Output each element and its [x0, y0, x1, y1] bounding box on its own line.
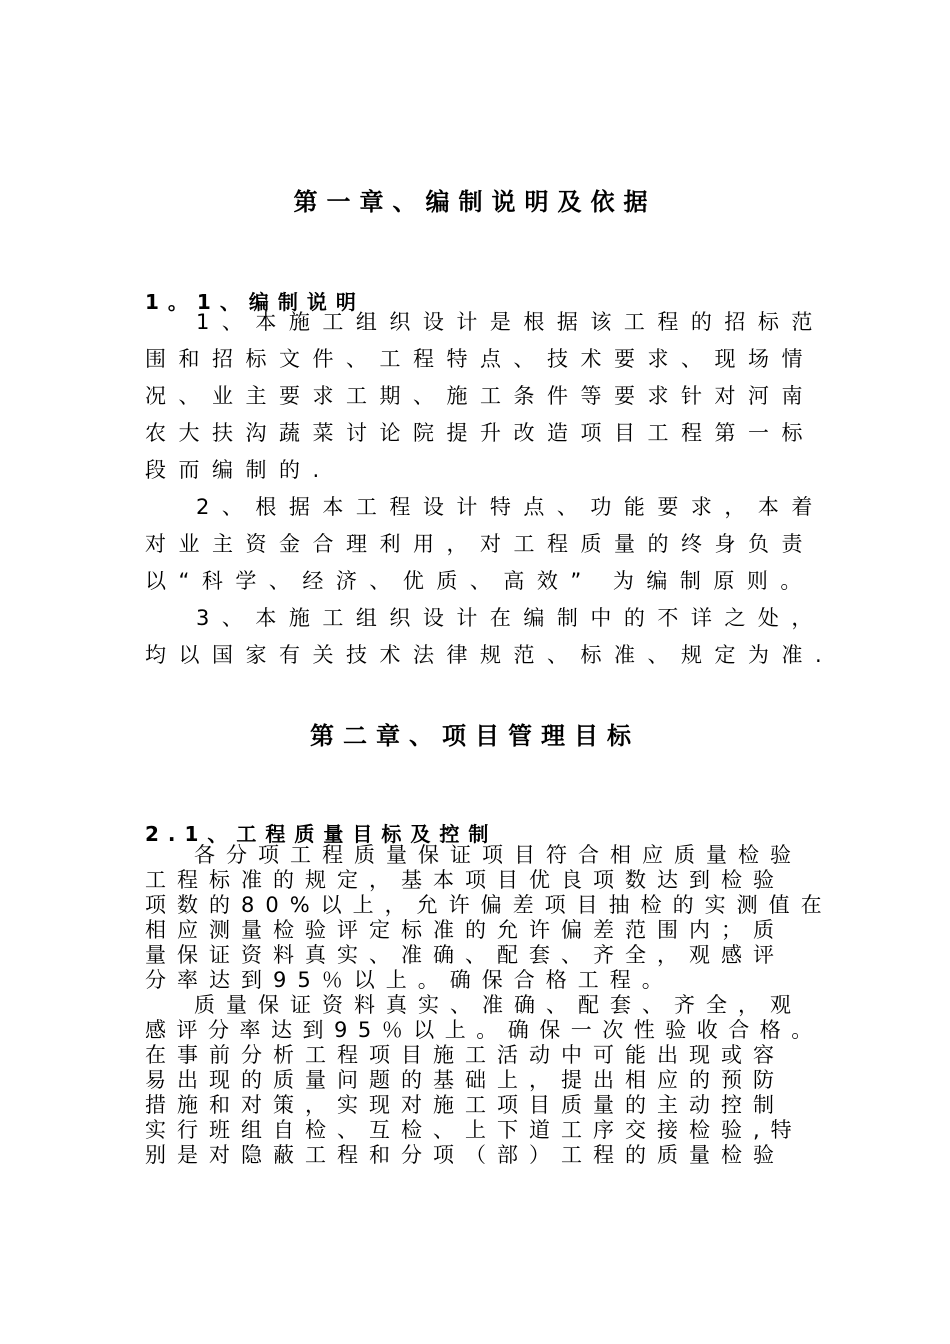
paragraph-line: 各分项工程质量保证项目符合相应质量检验	[194, 843, 802, 867]
paragraph-line: 围和招标文件、工程特点、技术要求、现场情	[145, 347, 815, 371]
paragraph-line: 工程标准的规定，基本项目优良项数达到检验	[145, 868, 785, 892]
chapter-1-title: 第一章、编制说明及依据	[293, 188, 657, 216]
paragraph-line: 实行班组自检、互检、上下道工序交接检验,特	[145, 1118, 803, 1142]
paragraph-line: 量保证资料真实、准确、配套、齐全，观感评	[145, 943, 785, 967]
paragraph-line: 易出现的质量问题的基础上，提出相应的预防	[145, 1068, 785, 1092]
paragraph-line: 以“科学、经济、优质、高效” 为编制原则。	[145, 569, 814, 593]
paragraph-line: 分率达到95％以上。确保合格工程。	[145, 968, 674, 992]
paragraph-line: 3、本施工组织设计在编制中的不详之处，	[196, 606, 825, 630]
paragraph-line: 别是对隐蔽工程和分项（部）工程的质量检验	[145, 1143, 785, 1167]
paragraph-line: 质量保证资料真实、准确、配套、齐全，观	[194, 993, 802, 1017]
paragraph-line: 农大扶沟蔬菜讨论院提升改造项目工程第一标	[145, 421, 815, 445]
paragraph-line: 对业主资金合理利用，对工程质量的终身负责	[145, 532, 815, 556]
paragraph-line: 感评分率达到95％以上。确保一次性验收合格。	[145, 1018, 823, 1042]
section-2-1-heading: 2.1、工程质量目标及控制	[145, 822, 498, 846]
paragraph-line: 相应测量检验评定标准的允许偏差范围内；质	[145, 918, 785, 942]
chapter-2-title: 第二章、项目管理目标	[310, 722, 640, 750]
paragraph-line: 1、本施工组织设计是根据该工程的招标范	[196, 310, 825, 334]
paragraph-line: 均以国家有关技术法律规范、标准、规定为准.	[145, 643, 835, 667]
paragraph-line: 段而编制的.	[145, 458, 332, 482]
paragraph-line: 2、根据本工程设计特点、功能要求，本着	[196, 495, 825, 519]
paragraph-line: 项数的80%以上，允许偏差项目抽检的实测值在	[145, 893, 833, 917]
paragraph-line: 在事前分析工程项目施工活动中可能出现或容	[145, 1043, 785, 1067]
paragraph-line: 况、业主要求工期、施工条件等要求针对河南	[145, 384, 815, 408]
paragraph-line: 措施和对策，实现对施工项目质量的主动控制	[145, 1093, 785, 1117]
section-1-1-heading: 1。1、编制说明	[145, 290, 365, 314]
